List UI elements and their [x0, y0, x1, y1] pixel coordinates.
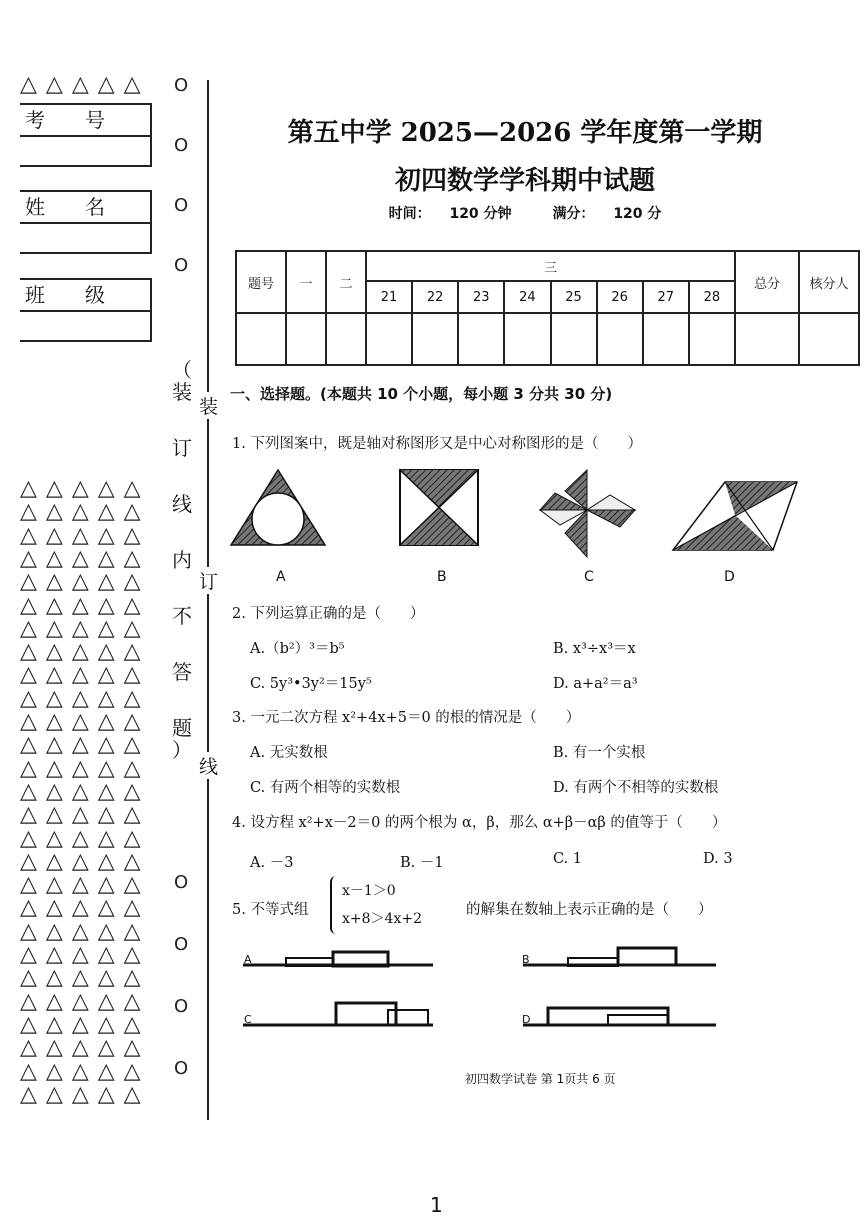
sub-header-cell: 21: [366, 281, 412, 313]
binding-line: [207, 80, 209, 1120]
score-cell[interactable]: [236, 313, 286, 365]
question-3-stem: 3. 一元二次方程 x²+4x+5＝0 的根的情况是（ ）: [232, 710, 581, 726]
score-cell[interactable]: [286, 313, 326, 365]
score-cell[interactable]: [366, 313, 412, 365]
figure-b-square-hourglass: [400, 470, 478, 545]
class-label: 班级: [20, 280, 150, 312]
header-cell: 一: [286, 251, 326, 313]
figure-d-parallelogram: [673, 482, 797, 550]
score-cell[interactable]: [412, 313, 458, 365]
question-3-option-b: B. 有一个实根: [553, 745, 646, 761]
triangle-row: △△△△△: [20, 72, 150, 97]
question-4-stem: 4. 设方程 x²+x－2＝0 的两个根为 α，β，那么 α+β－αβ 的值等于（ ）: [232, 815, 727, 831]
triangle-row: △△△△△: [20, 778, 150, 804]
class-box: [20, 278, 152, 342]
exam-number-field[interactable]: [20, 137, 150, 165]
question-2-stem: 2. 下列运算正确的是（ ）: [232, 606, 425, 622]
score-cell[interactable]: [799, 313, 859, 365]
triangle-row: △△△△△: [20, 988, 150, 1014]
triangle-row: △△△△△: [20, 942, 150, 967]
score-cell[interactable]: [458, 313, 504, 365]
page-number: 1: [430, 1193, 443, 1217]
exam-time-score: [230, 203, 820, 223]
header-cell: 核分人: [799, 251, 859, 313]
exam-number-label: 考号: [20, 105, 150, 137]
score-cell[interactable]: [326, 313, 366, 365]
circle-mark: O: [174, 135, 189, 156]
sub-header-cell: 23: [458, 281, 504, 313]
triangle-row: △△△△△: [20, 895, 150, 921]
triangle-row: △△△△△: [20, 1035, 150, 1061]
score-value: 120 分: [613, 206, 662, 222]
binding-mark: 订: [199, 567, 218, 594]
name-label: 姓名: [20, 192, 150, 224]
number-line-label-b: B: [522, 953, 530, 966]
number-line-c: [243, 1003, 433, 1025]
number-line-label-a: A: [244, 953, 252, 966]
binding-char: 答: [172, 660, 192, 684]
inequality-2: x+8＞4x+2: [342, 911, 422, 927]
question-5-stem-right: 的解集在数轴上表示正确的是（ ）: [466, 902, 713, 918]
triangle-row: △△△△△: [20, 545, 150, 571]
circle-mark: O: [174, 934, 189, 955]
figure-c-pinwheel: [540, 470, 635, 557]
triangle-row: △△△△△: [20, 872, 150, 898]
figure-label-b: B: [437, 569, 447, 585]
score-cell[interactable]: [597, 313, 643, 365]
exam-number-box: [20, 103, 152, 167]
binding-mark: 装: [199, 392, 218, 419]
score-cell[interactable]: [735, 313, 799, 365]
triangle-row: △△△△△: [20, 685, 150, 711]
score-label: 满分：: [552, 206, 595, 222]
exam-subtitle: 初四数学学科期中试题: [394, 166, 655, 196]
binding-char: ）: [172, 738, 192, 762]
question-4-option-d: D. 3: [703, 851, 733, 867]
number-line-label-c: C: [244, 1013, 252, 1026]
header-cell: 二: [326, 251, 366, 313]
triangle-row: △△△△△: [20, 1011, 150, 1037]
triangle-row: △△△△△: [20, 592, 150, 618]
score-table: [235, 250, 860, 366]
triangle-row: △△△△△: [20, 615, 150, 641]
triangle-row: △△△△△: [20, 965, 150, 991]
sub-header-cell: 28: [689, 281, 735, 313]
circle-mark: O: [174, 195, 189, 216]
binding-char: 内: [172, 548, 192, 572]
binding-char: 装: [172, 380, 192, 404]
question-2-option-b: B. x³÷x³＝x: [553, 641, 636, 657]
exam-title: 第五中学 2025—2026 学年度第一学期: [287, 118, 763, 148]
number-line-d: [523, 1008, 716, 1025]
figure-label-a: A: [276, 569, 286, 585]
triangle-row: △△△△△: [20, 755, 150, 781]
binding-char: 订: [172, 436, 192, 460]
binding-note: [172, 360, 194, 760]
question-4-option-b: B. －1: [400, 855, 444, 871]
question-4-option-c: C. 1: [553, 851, 583, 867]
sub-header-cell: 24: [504, 281, 550, 313]
question-3-option-a: A. 无实数根: [250, 745, 328, 761]
circle-mark: O: [174, 1058, 189, 1079]
triangle-row: △△△△△: [20, 1058, 150, 1084]
score-cell[interactable]: [551, 313, 597, 365]
question-1-figures: [225, 465, 825, 565]
number-line-label-d: D: [522, 1013, 531, 1026]
name-box: [20, 190, 152, 254]
figure-label-c: C: [584, 569, 594, 585]
triangle-row: △△△△△: [20, 1081, 150, 1107]
sub-header-cell: 25: [551, 281, 597, 313]
class-field[interactable]: [20, 312, 150, 340]
triangle-row: △△△△△: [20, 569, 150, 595]
binding-char: 题: [172, 716, 192, 740]
figure-a-triangle-circle: [231, 470, 325, 545]
header-cell: 总分: [735, 251, 799, 313]
triangle-row: △△△△△: [20, 918, 150, 944]
question-3-option-c: C. 有两个相等的实数根: [250, 780, 401, 796]
question-2-option-d: D. a+a²＝a³: [553, 676, 638, 692]
section-heading: 一、选择题。(本题共 10 个小题，每小题 3 分共 30 分): [230, 385, 613, 403]
question-5-stem-left: 5. 不等式组: [232, 902, 309, 918]
triangle-row: △△△△△: [20, 662, 150, 688]
circle-mark: O: [174, 255, 189, 276]
triangle-row: △△△△△: [20, 825, 150, 851]
sub-header-cell: 27: [643, 281, 689, 313]
circle-mark: O: [174, 996, 189, 1017]
header-cell: 三: [366, 251, 735, 281]
question-5-number-lines: [238, 940, 728, 1040]
number-line-a: [243, 952, 433, 966]
score-cell[interactable]: [643, 313, 689, 365]
score-cell[interactable]: [689, 313, 735, 365]
question-2-option-a: A.（b²）³＝b⁵: [250, 641, 345, 657]
binding-char: 不: [172, 604, 192, 628]
triangle-row: △△△△△: [20, 709, 150, 734]
binding-mark: 线: [199, 752, 218, 779]
time-value: 120 分钟: [449, 206, 512, 222]
time-label: 时间：: [388, 206, 431, 222]
number-line-b: [523, 948, 716, 966]
name-field[interactable]: [20, 224, 150, 252]
binding-char: （: [172, 358, 192, 382]
question-3-option-d: D. 有两个不相等的实数根: [553, 780, 719, 796]
inequality-1: x－1＞0: [342, 883, 396, 899]
triangle-row: △△△△△: [20, 476, 150, 501]
triangle-row: △△△△△: [20, 639, 150, 665]
score-cell[interactable]: [504, 313, 550, 365]
header-cell: 题号: [236, 251, 286, 313]
sub-header-cell: 22: [412, 281, 458, 313]
page-footer: 初四数学试卷 第 1页共 6 页: [465, 1072, 616, 1086]
triangle-row: △△△△△: [20, 732, 150, 758]
triangle-row: △△△△△: [20, 499, 150, 525]
figure-label-d: D: [724, 569, 735, 585]
question-1-stem: 1. 下列图案中，既是轴对称图形又是中心对称图形的是（ ）: [232, 436, 642, 452]
circle-mark: O: [174, 872, 189, 893]
triangle-row: △△△△△: [20, 802, 150, 828]
circle-mark: O: [174, 75, 189, 96]
question-2-option-c: C. 5y³•3y²＝15y⁵: [250, 676, 372, 692]
triangle-row: △△△△△: [20, 522, 150, 548]
question-4-option-a: A. －3: [250, 855, 294, 871]
sub-header-cell: 26: [597, 281, 643, 313]
binding-char: 线: [172, 492, 192, 516]
triangle-row: △△△△△: [20, 848, 150, 874]
